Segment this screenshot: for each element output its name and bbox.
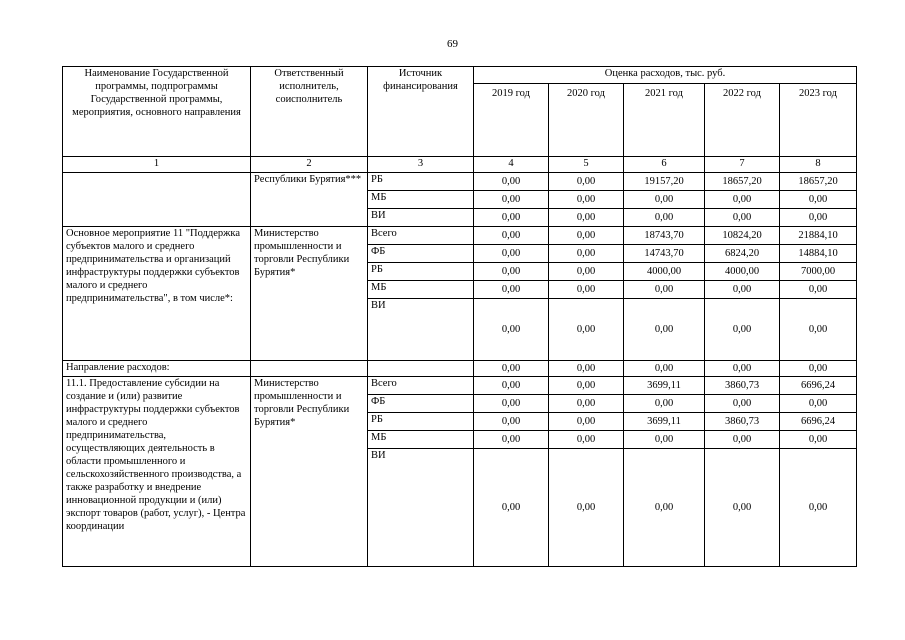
- column-number: 7: [705, 157, 780, 173]
- value-cell: 0,00: [705, 191, 780, 209]
- column-number: 6: [624, 157, 705, 173]
- value-cell: 0,00: [474, 361, 549, 377]
- value-cell: 6824,20: [705, 245, 780, 263]
- value-cell: 0,00: [474, 227, 549, 245]
- value-cell: 0,00: [549, 449, 624, 567]
- source-cell: ФБ: [368, 245, 474, 263]
- responsible-cell: Республики Бурятия***: [251, 173, 368, 227]
- header-year: 2023 год: [780, 84, 857, 157]
- value-cell: 0,00: [780, 361, 857, 377]
- direction-name-cell: Направление расходов:: [63, 361, 251, 377]
- value-cell: 0,00: [705, 299, 780, 361]
- value-cell: 0,00: [549, 377, 624, 395]
- value-cell: 0,00: [780, 281, 857, 299]
- value-cell: 3860,73: [705, 377, 780, 395]
- value-cell: 0,00: [705, 395, 780, 413]
- name-cell: [63, 173, 251, 227]
- value-cell: 0,00: [624, 191, 705, 209]
- header-responsible: Ответственный исполнитель, соисполнитель: [251, 67, 368, 157]
- table-row: [63, 227, 857, 245]
- value-cell: 14743,70: [624, 245, 705, 263]
- responsible-cell: Министерство промышленности и торговли Республики Бурятия*: [251, 227, 368, 361]
- value-cell: 0,00: [549, 263, 624, 281]
- value-cell: 10824,20: [705, 227, 780, 245]
- value-cell: 0,00: [474, 413, 549, 431]
- value-cell: 0,00: [474, 173, 549, 191]
- value-cell: 0,00: [549, 191, 624, 209]
- value-cell: 18657,20: [780, 173, 857, 191]
- value-cell: 21884,10: [780, 227, 857, 245]
- value-cell: 0,00: [705, 361, 780, 377]
- column-number: 5: [549, 157, 624, 173]
- value-cell: 0,00: [705, 281, 780, 299]
- column-number: 4: [474, 157, 549, 173]
- value-cell: 3699,11: [624, 377, 705, 395]
- value-cell: 0,00: [549, 227, 624, 245]
- value-cell: 0,00: [624, 431, 705, 449]
- budget-table: [62, 66, 857, 567]
- value-cell: 0,00: [780, 449, 857, 567]
- value-cell: 14884,10: [780, 245, 857, 263]
- value-cell: 0,00: [780, 209, 857, 227]
- header-year: 2022 год: [705, 84, 780, 157]
- value-cell: 0,00: [474, 245, 549, 263]
- column-number: 8: [780, 157, 857, 173]
- value-cell: 0,00: [549, 209, 624, 227]
- value-cell: 7000,00: [780, 263, 857, 281]
- value-cell: 0,00: [549, 361, 624, 377]
- source-cell: МБ: [368, 281, 474, 299]
- source-cell: РБ: [368, 173, 474, 191]
- value-cell: 0,00: [549, 431, 624, 449]
- value-cell: 6696,24: [780, 377, 857, 395]
- responsible-cell: Министерство промышленности и торговли Республики Бурятия*: [251, 377, 368, 567]
- value-cell: 18657,20: [705, 173, 780, 191]
- value-cell: 0,00: [624, 395, 705, 413]
- source-cell: Всего: [368, 227, 474, 245]
- table-row: [63, 377, 857, 395]
- table-row: [63, 173, 857, 191]
- value-cell: 4000,00: [624, 263, 705, 281]
- value-cell: 0,00: [705, 449, 780, 567]
- value-cell: 0,00: [624, 281, 705, 299]
- value-cell: 3699,11: [624, 413, 705, 431]
- page-number: 69: [447, 38, 458, 50]
- source-cell: ФБ: [368, 395, 474, 413]
- value-cell: 0,00: [474, 191, 549, 209]
- activity-name-cell: Основное мероприятие 11 "Поддержка субъектов малого и среднего предпринимательства и организаций инфраструктуры поддержки субъектов малого и среднего предпринимательства", в том числе*:: [63, 227, 251, 361]
- header-year: 2019 год: [474, 84, 549, 157]
- value-cell: 0,00: [549, 395, 624, 413]
- value-cell: 3860,73: [705, 413, 780, 431]
- value-cell: 0,00: [780, 431, 857, 449]
- source-cell: РБ: [368, 413, 474, 431]
- value-cell: 0,00: [474, 395, 549, 413]
- value-cell: 0,00: [549, 299, 624, 361]
- value-cell: 18743,70: [624, 227, 705, 245]
- value-cell: 6696,24: [780, 413, 857, 431]
- source-cell: МБ: [368, 431, 474, 449]
- value-cell: 0,00: [474, 209, 549, 227]
- source-cell: ВИ: [368, 449, 474, 567]
- value-cell: 0,00: [780, 299, 857, 361]
- column-numbers-row: [63, 157, 857, 173]
- value-cell: 0,00: [549, 413, 624, 431]
- value-cell: 0,00: [549, 245, 624, 263]
- value-cell: 0,00: [624, 209, 705, 227]
- value-cell: 0,00: [624, 299, 705, 361]
- responsible-cell: [251, 361, 368, 377]
- value-cell: 19157,20: [624, 173, 705, 191]
- source-cell: МБ: [368, 191, 474, 209]
- source-cell: ВИ: [368, 299, 474, 361]
- value-cell: 0,00: [474, 377, 549, 395]
- column-number: 2: [251, 157, 368, 173]
- value-cell: 0,00: [624, 449, 705, 567]
- source-cell: [368, 361, 474, 377]
- column-number: 3: [368, 157, 474, 173]
- table-row: [63, 361, 857, 377]
- value-cell: 0,00: [780, 191, 857, 209]
- activity-name-cell: 11.1. Предоставление субсидии на создание и (или) развитие инфраструктуры поддержки субъектов малого и среднего предпринимательства, осуществляющих деятельность в области промышленного и сельскохозяйственного производства, а также разработку и внедрение инновационной продукции и (или) экспорт товаров (работ, услуг), - Центра координации: [63, 377, 251, 567]
- value-cell: 0,00: [705, 209, 780, 227]
- value-cell: 0,00: [474, 281, 549, 299]
- value-cell: 0,00: [549, 173, 624, 191]
- header-source: Источник финансирования: [368, 67, 474, 157]
- header-name: Наименование Государственной программы, подпрограммы Государственной программы, мероприятия, основного направления: [63, 67, 251, 157]
- header-row: [63, 67, 857, 84]
- header-year: 2021 год: [624, 84, 705, 157]
- source-cell: РБ: [368, 263, 474, 281]
- value-cell: 0,00: [549, 281, 624, 299]
- value-cell: 0,00: [474, 299, 549, 361]
- header-estimate: Оценка расходов, тыс. руб.: [474, 67, 857, 84]
- value-cell: 0,00: [780, 395, 857, 413]
- value-cell: 4000,00: [705, 263, 780, 281]
- source-cell: ВИ: [368, 209, 474, 227]
- value-cell: 0,00: [474, 449, 549, 567]
- header-year: 2020 год: [549, 84, 624, 157]
- column-number: 1: [63, 157, 251, 173]
- value-cell: 0,00: [474, 263, 549, 281]
- value-cell: 0,00: [474, 431, 549, 449]
- value-cell: 0,00: [705, 431, 780, 449]
- source-cell: Всего: [368, 377, 474, 395]
- value-cell: 0,00: [624, 361, 705, 377]
